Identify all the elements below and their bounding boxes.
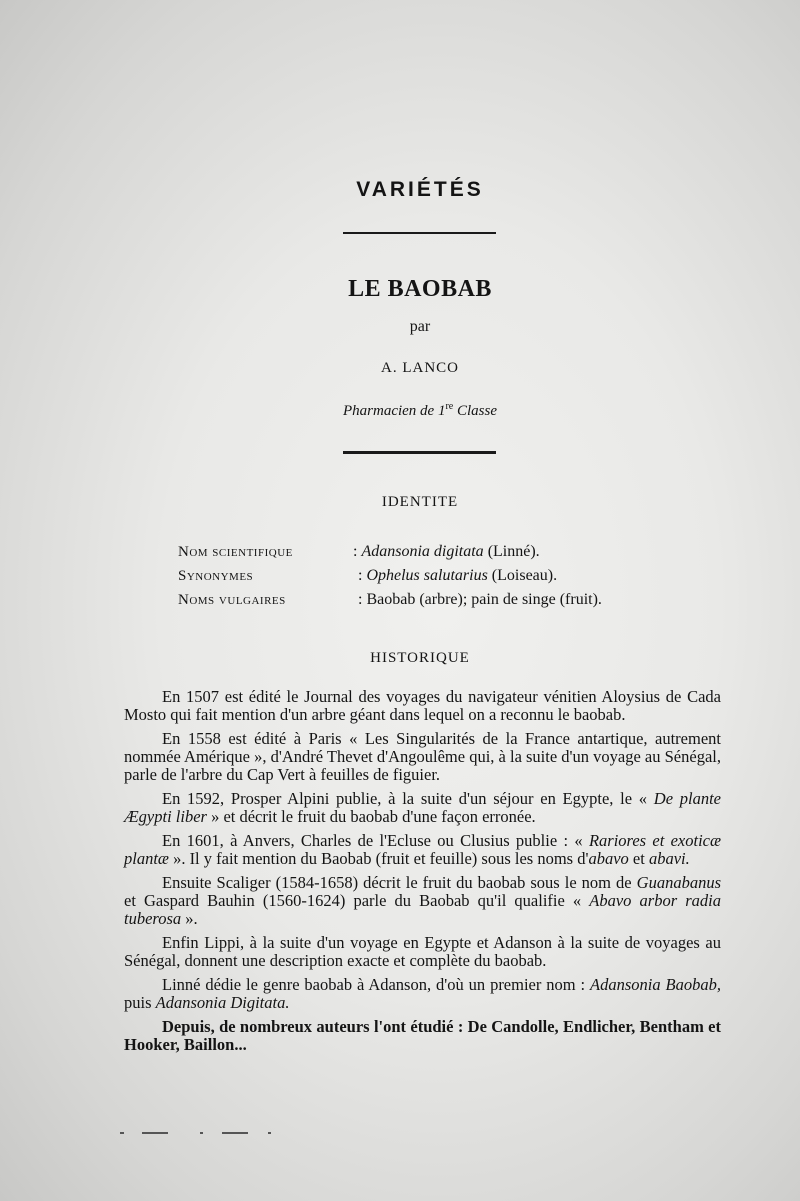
identity-rest: (Linné). xyxy=(483,543,540,560)
text-run: et Gaspard Bauhin (1560-1624) parle du Baobab qu'il qualifie « xyxy=(124,891,590,910)
identity-separator: : xyxy=(353,543,358,560)
text-run: ». Il y fait mention du Baobab (fruit et feuille) sous les noms d' xyxy=(168,849,589,868)
italic-term: abavi. xyxy=(648,849,690,868)
identity-separator: : xyxy=(358,591,363,608)
mark xyxy=(222,1132,248,1134)
author-name: A. LANCO xyxy=(381,360,459,376)
text-run: et xyxy=(628,849,649,868)
paragraph: Enfin Lippi, à la suite d'un voyage en Egypte et Adanson à la suite de voyages au Sénégal, donnent une description exacte et complète du baobab. xyxy=(124,933,721,970)
italic-term: abavo xyxy=(588,849,629,868)
identity-label: Nom scientifique xyxy=(178,544,293,560)
text-run: Linné dédie le genre baobab à Adanson, d'où un premier nom : xyxy=(162,975,591,994)
qualification-suffix: Classe xyxy=(453,403,498,419)
identity-rest: Baobab (arbre); pain de singe (fruit). xyxy=(366,591,602,608)
byline: par xyxy=(409,318,431,335)
section-title: VARIÉTÉS xyxy=(356,178,484,201)
text-run: » et décrit le fruit du baobab d'une façon erronée. xyxy=(206,807,536,826)
identity-value xyxy=(353,588,602,612)
identity-rest: (Loiseau). xyxy=(487,567,558,584)
identity-italic: Ophelus salutarius xyxy=(366,567,488,584)
italic-term: Adansonia Baobab, xyxy=(590,975,721,994)
identite-heading: IDENTITE xyxy=(381,494,459,510)
text-run: En 1592, Prosper Alpini publie, à la suite d'un séjour en Egypte, le « xyxy=(162,789,654,808)
author-qualification xyxy=(0,401,800,420)
mark xyxy=(200,1132,203,1134)
identity-row xyxy=(178,588,602,612)
historique-body xyxy=(124,688,721,1060)
identity-row xyxy=(178,564,602,588)
mark xyxy=(120,1132,124,1134)
text-run: puis xyxy=(124,993,156,1012)
paragraph: En 1558 est édité à Paris « Les Singularités de la France antartique, autrement nommée Amérique », d'André Thevet d'Angoulême qui, à la suite d'un voyage au Sénégal, parle de l'arbre du Cap Vert à feuilles de figuier. xyxy=(124,729,721,784)
identity-italic: Adansonia digitata xyxy=(361,543,484,560)
page-bottom-marks xyxy=(120,1128,300,1138)
paragraph: Depuis, de nombreux auteurs l'ont étudié : De Candolle, Endlicher, Bentham et Hooker, Baillon... xyxy=(124,1017,721,1054)
paragraph: En 1507 est édité le Journal des voyages du navigateur vénitien Aloysius de Cada Mosto qui fait mention d'un arbre géant dans lequel on a reconnu le baobab. xyxy=(124,687,721,724)
text-run: Ensuite Scaliger (1584-1658) décrit le fruit du baobab sous le nom de xyxy=(162,873,637,892)
text-run: ». xyxy=(181,909,198,928)
article-title: LE BAOBAB xyxy=(348,276,492,302)
qualification-prefix: Pharmacien de 1 xyxy=(342,403,446,419)
text-run: En 1601, à Anvers, Charles de l'Ecluse ou Clusius publie : « xyxy=(162,831,589,850)
italic-term: Guanabanus xyxy=(636,873,721,892)
paragraph xyxy=(124,832,721,868)
divider-rule-top xyxy=(343,232,496,234)
italic-term: Adansonia Digitata. xyxy=(155,993,290,1012)
mark xyxy=(268,1132,271,1134)
identity-label: Synonymes xyxy=(178,568,254,584)
identity-value xyxy=(353,564,557,588)
paragraph xyxy=(124,874,721,928)
historique-heading: HISTORIQUE xyxy=(370,650,470,666)
paragraph xyxy=(124,790,721,826)
identity-table xyxy=(178,540,602,612)
divider-rule-bottom xyxy=(343,451,496,454)
mark xyxy=(142,1132,168,1134)
identity-separator: : xyxy=(358,567,363,584)
italic-title: Rariores et exoticæ plantæ xyxy=(124,831,721,868)
identity-value xyxy=(353,540,540,564)
italic-term: Abavo arbor radia tuberosa xyxy=(124,891,721,928)
identity-label: Noms vulgaires xyxy=(178,592,286,608)
qualification-superscript: re xyxy=(445,401,454,412)
identity-row xyxy=(178,540,602,564)
paragraph xyxy=(124,976,721,1012)
italic-title: De plante Ægypti liber xyxy=(124,789,721,826)
